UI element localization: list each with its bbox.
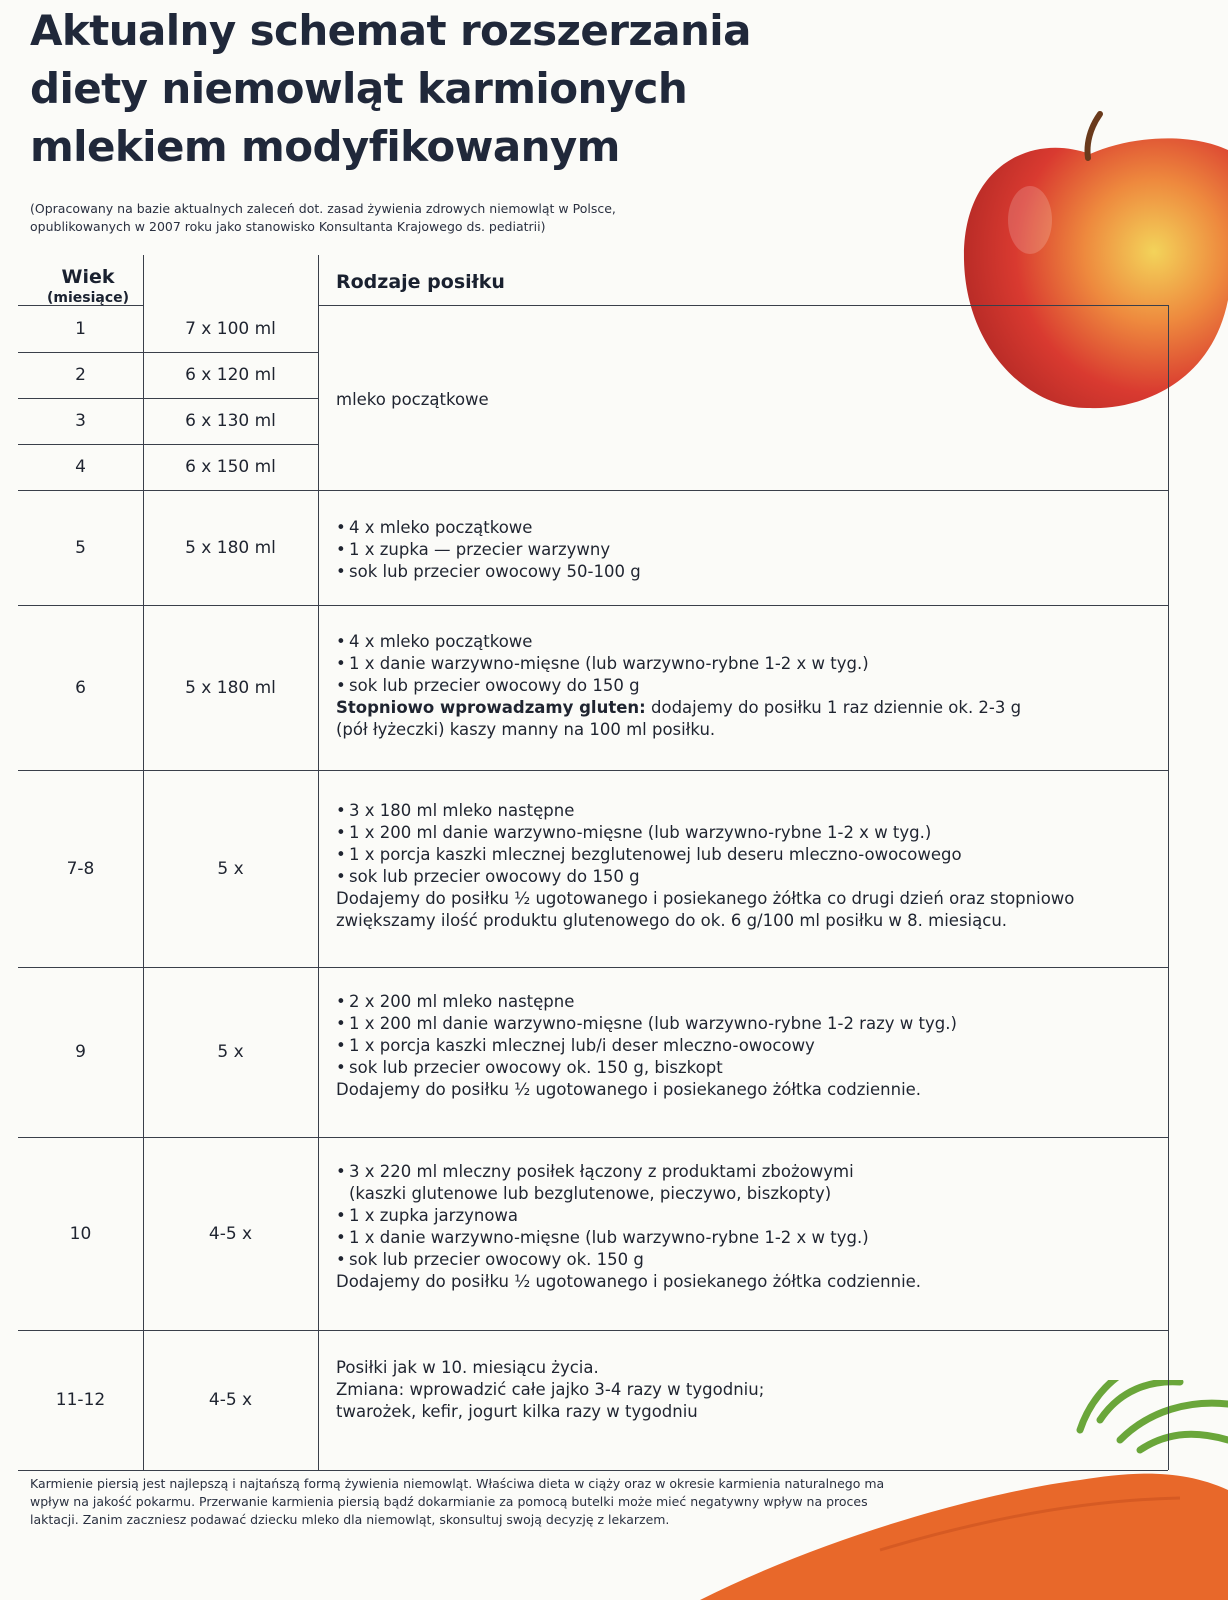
age-cell: 11-12	[55, 1390, 106, 1410]
meal-item	[336, 1161, 1161, 1205]
amount-cell: 5 x	[217, 1042, 244, 1062]
meal-item: • 1 x 200 ml danie warzywno-mięsne (lub warzywno-rybne 1-2 x w tyg.)	[336, 822, 1161, 844]
note-emphasis: Stopniowo wprowadzamy gluten:	[336, 698, 646, 717]
page-title	[30, 2, 910, 176]
meal-item: • 1 x danie warzywno-mięsne (lub warzywno-rybne 1-2 x w tyg.)	[336, 653, 1161, 675]
header-age-label: Wiek	[61, 266, 115, 288]
meal-item: • 1 x porcja kaszki mlecznej bezglutenowej lub deseru mleczno-owocowego	[336, 844, 1161, 866]
header-meals: Rodzaje posiłku	[336, 271, 505, 293]
meals-cell	[336, 991, 1161, 1101]
age-cell: 7-8	[66, 858, 95, 879]
feeding-schedule-table	[18, 255, 1168, 1470]
amount-cell: 6 x 130 ml	[185, 411, 276, 431]
amount-cell: 6 x 150 ml	[185, 457, 276, 477]
meal-item: • 1 x zupka — przecier warzywny	[336, 539, 1161, 561]
title-line: mlekiem modyfikowanym	[30, 122, 620, 171]
age-cell: 3	[75, 411, 86, 431]
age-cell: 6	[75, 677, 86, 698]
age-cell: 2	[75, 365, 86, 385]
subtitle	[30, 200, 930, 236]
subtitle-line: opublikowanych w 2007 roku jako stanowisko Konsultanta Krajowego ds. pediatrii)	[30, 219, 546, 234]
header-age	[28, 265, 148, 307]
meal-line: Zmiana: wprowadzić całe jajko 3-4 razy w tygodniu;	[336, 1380, 765, 1399]
age-cell: 1	[75, 318, 86, 339]
meal-line: Posiłki jak w 10. miesiącu życia.	[336, 1358, 599, 1377]
meals-cell	[336, 1161, 1161, 1293]
meal-item-continuation: (kaszki glutenowe lub bezglutenowe, pieczywo, biszkopty)	[349, 1184, 832, 1203]
age-cell: 4	[75, 457, 86, 477]
amount-cell: 5 x 180 ml	[185, 677, 276, 698]
age-cell: 5	[75, 537, 86, 558]
meals-cell	[336, 800, 1161, 932]
amount-cell: 4-5 x	[208, 1223, 253, 1244]
meals-cell: mleko początkowe	[336, 390, 489, 409]
age-cell: 9	[75, 1042, 86, 1062]
meals-cell	[336, 1357, 1161, 1423]
footer-disclaimer	[30, 1475, 950, 1529]
subtitle-line: (Opracowany na bazie aktualnych zaleceń dot. zasad żywienia zdrowych niemowląt w Polsce,	[30, 201, 616, 216]
meal-item: • sok lub przecier owocowy ok. 150 g, biszkopt	[336, 1057, 1161, 1079]
meal-item: • 1 x porcja kaszki mlecznej lub/i deser mleczno-owocowy	[336, 1035, 1161, 1057]
meal-item: • sok lub przecier owocowy do 150 g	[336, 866, 1161, 888]
meal-note: zwiększamy ilość produktu glutenowego do ok. 6 g/100 ml posiłku w 8. miesiącu.	[336, 911, 1008, 930]
meal-item: • 4 x mleko początkowe	[336, 517, 1161, 539]
meals-cell	[336, 631, 1161, 741]
amount-cell: 6 x 120 ml	[185, 365, 276, 385]
meal-item-text: 3 x 220 ml mleczny posiłek łączony z produktami zbożowymi	[349, 1162, 854, 1181]
meal-note	[336, 697, 1161, 719]
meal-note: Dodajemy do posiłku ½ ugotowanego i posiekanego żółtka co drugi dzień oraz stopniowo	[336, 889, 1075, 908]
meal-note: (pół łyżeczki) kaszy manny na 100 ml posiłku.	[336, 720, 716, 739]
meal-item: • 1 x danie warzywno-mięsne (lub warzywno-rybne 1-2 x w tyg.)	[336, 1227, 1161, 1249]
age-cell: 10	[69, 1223, 92, 1244]
footer-line: laktacji. Zanim zaczniesz podawać dziecku mleko dla niemowląt, skonsultuj swoją decyzję z lekarzem.	[30, 1512, 670, 1527]
meal-item: • 3 x 180 ml mleko następne	[336, 800, 1161, 822]
amount-cell: 7 x 100 ml	[185, 318, 276, 339]
meal-item: • sok lub przecier owocowy ok. 150 g	[336, 1249, 1161, 1271]
meals-cell	[336, 517, 1161, 583]
amount-cell: 5 x	[217, 858, 244, 879]
meal-item: • sok lub przecier owocowy do 150 g	[336, 675, 1161, 697]
meal-item: • 2 x 200 ml mleko następne	[336, 991, 1161, 1013]
meal-note: Dodajemy do posiłku ½ ugotowanego i posiekanego żółtka codziennie.	[336, 1080, 922, 1099]
meal-item: • sok lub przecier owocowy 50-100 g	[336, 561, 1161, 583]
meal-item: • 4 x mleko początkowe	[336, 631, 1161, 653]
meal-line: twarożek, kefir, jogurt kilka razy w tygodniu	[336, 1402, 698, 1421]
amount-cell: 5 x 180 ml	[185, 537, 276, 558]
note-text: dodajemy do posiłku 1 raz dziennie ok. 2-3 g	[645, 698, 1022, 717]
meal-item: • 1 x 200 ml danie warzywno-mięsne (lub warzywno-rybne 1-2 razy w tyg.)	[336, 1013, 1161, 1035]
header-age-unit: (miesiące)	[46, 290, 130, 306]
footer-line: wpływ na jakość pokarmu. Przerwanie karmienia piersią bądź dokarmianie za pomocą butelki może mieć negatywny wpływ na proces	[30, 1494, 868, 1509]
meal-note: Dodajemy do posiłku ½ ugotowanego i posiekanego żółtka codziennie.	[336, 1272, 922, 1291]
meal-item: • 1 x zupka jarzynowa	[336, 1205, 1161, 1227]
title-line: diety niemowląt karmionych	[30, 64, 688, 113]
amount-cell: 4-5 x	[208, 1390, 253, 1410]
footer-line: Karmienie piersią jest najlepszą i najtańszą formą żywienia niemowląt. Właściwa dieta w ciąży oraz w okresie karmienia naturalnego ma	[30, 1476, 885, 1491]
title-line: Aktualny schemat rozszerzania	[30, 6, 751, 55]
